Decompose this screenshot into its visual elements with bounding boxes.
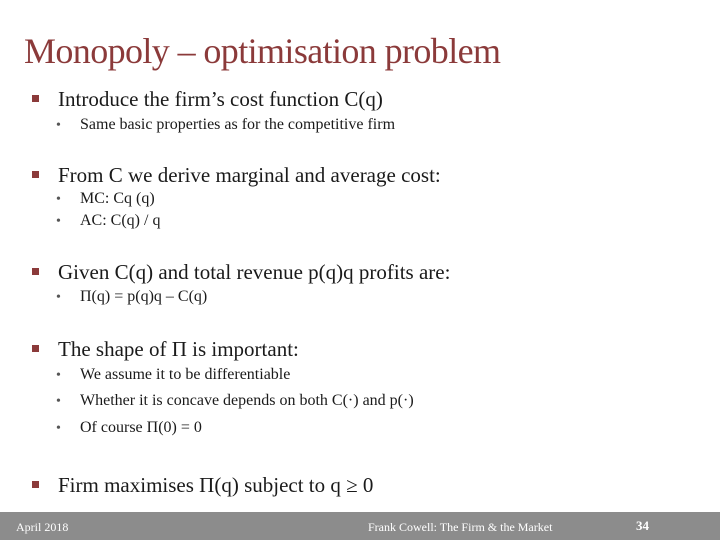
sub-bullet-item: • Π(q) = p(q)q – C(q) [56,288,208,305]
bullet-item: The shape of Π is important: [32,337,299,362]
bullet-item: Introduce the firm’s cost function C(q) [32,87,383,112]
bullet-dot-icon: • [56,368,61,383]
page-number: 34 [636,518,649,533]
bullet-dot-icon: • [56,394,61,409]
footer-bar [0,512,720,540]
sub-bullet-item: • Whether it is concave depends on both C(·) and p(·) [56,392,414,409]
square-bullet-icon [32,345,39,352]
slide-title: Monopoly – optimisation problem [24,31,501,71]
square-bullet-icon [32,95,39,102]
footer-date: April 2018 [16,520,69,534]
square-bullet-icon [32,268,39,275]
bullet-dot-icon: • [56,421,61,436]
bullet-dot-icon: • [56,118,61,133]
bullet-item: Given C(q) and total revenue p(q)q profits are: [32,260,450,285]
bullet-item: Firm maximises Π(q) subject to q ≥ 0 [32,473,373,498]
bullet-dot-icon: • [56,290,61,305]
square-bullet-icon [32,481,39,488]
sub-bullet-item: • MC: Cq (q) [56,190,155,207]
footer-author-title: Frank Cowell: The Firm & the Market [368,520,553,534]
bullet-dot-icon: • [56,214,61,229]
sub-bullet-item: • Same basic properties as for the competitive firm [56,116,396,133]
bullet-item: From C we derive marginal and average cost: [32,163,441,188]
sub-bullet-item: • AC: C(q) / q [56,212,161,229]
sub-bullet-item: • Of course Π(0) = 0 [56,419,202,436]
square-bullet-icon [32,171,39,178]
bullet-dot-icon: • [56,192,61,207]
sub-bullet-item: • We assume it to be differentiable [56,366,291,383]
